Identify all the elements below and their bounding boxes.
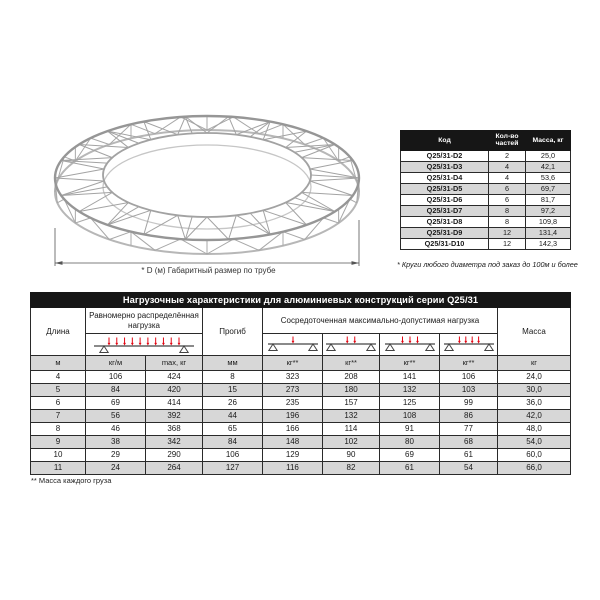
parts-count-cell: 8 (489, 205, 526, 216)
point-load-4-cell: 103 (440, 384, 498, 397)
unit-kg-mass: кг (498, 356, 571, 371)
mass-cell: 81,7 (526, 194, 571, 205)
ring-table-row (401, 238, 571, 249)
load-table-units-row (31, 356, 571, 371)
point-load-2-cell: 180 (323, 384, 380, 397)
code-cell: Q25/31-D8 (401, 216, 489, 227)
code-cell: Q25/31-D2 (401, 150, 489, 161)
mass-cell: 42,0 (498, 410, 571, 423)
uniform-kg-per-m-cell: 56 (86, 410, 146, 423)
load-table-row (31, 384, 571, 397)
point-load-3-diagram-icon (383, 335, 437, 354)
point-load-1-cell: 196 (263, 410, 323, 423)
circular-truss-illustration (28, 106, 378, 270)
parts-count-cell: 12 (489, 238, 526, 249)
mass-cell: 36,0 (498, 397, 571, 410)
column-header-deflection: Прогиб (203, 308, 263, 356)
point-load-1-diagram-icon (266, 335, 320, 354)
uniform-max-kg-cell: 424 (146, 371, 203, 384)
point-load-3-cell: 69 (380, 449, 440, 462)
column-header-parts: Кол-во частей (489, 131, 526, 151)
point-load-3-cell: 141 (380, 371, 440, 384)
mass-cell: 66,0 (498, 462, 571, 475)
ring-codes-table (400, 130, 571, 250)
mass-cell: 97,2 (526, 205, 571, 216)
mass-cell: 60,0 (498, 449, 571, 462)
point-load-2-cell: 90 (323, 449, 380, 462)
point-load-1-cell: 323 (263, 371, 323, 384)
unit-kg-1: кг** (263, 356, 323, 371)
ring-table-row (401, 216, 571, 227)
ring-table-row (401, 150, 571, 161)
point-load-4-cell: 86 (440, 410, 498, 423)
uniform-load-diagram-cell (86, 334, 203, 356)
unit-max-kg: max, кг (146, 356, 203, 371)
length-cell: 6 (31, 397, 86, 410)
mass-footnote: ** Масса каждого груза (31, 476, 112, 485)
deflection-cell: 65 (203, 423, 263, 436)
length-cell: 10 (31, 449, 86, 462)
point-load-3-cell: 91 (380, 423, 440, 436)
deflection-cell: 44 (203, 410, 263, 423)
mass-cell: 69,7 (526, 183, 571, 194)
load-table-row (31, 449, 571, 462)
point-load-4-cell: 61 (440, 449, 498, 462)
ring-table-row (401, 205, 571, 216)
length-cell: 9 (31, 436, 86, 449)
mass-cell: 142,3 (526, 238, 571, 249)
ring-table-row (401, 227, 571, 238)
uniform-max-kg-cell: 290 (146, 449, 203, 462)
column-header-uniform-load: Равномерно распределённая нагрузка (86, 308, 203, 334)
length-cell: 7 (31, 410, 86, 423)
ring-table-row (401, 183, 571, 194)
code-cell: Q25/31-D5 (401, 183, 489, 194)
load-characteristics-table (30, 292, 571, 475)
point-load-4-diagram-icon (442, 335, 496, 354)
mass-cell: 53,6 (526, 172, 571, 183)
unit-kg-per-m: кг/м (86, 356, 146, 371)
ring-table-header-row (401, 131, 571, 151)
custom-order-note: * Круги любого диаметра под заказ до 100м и более (397, 260, 578, 269)
code-cell: Q25/31-D9 (401, 227, 489, 238)
deflection-cell: 15 (203, 384, 263, 397)
mass-cell: 24,0 (498, 371, 571, 384)
parts-count-cell: 4 (489, 161, 526, 172)
parts-count-cell: 4 (489, 172, 526, 183)
uniform-kg-per-m-cell: 29 (86, 449, 146, 462)
deflection-cell: 26 (203, 397, 263, 410)
uniform-kg-per-m-cell: 84 (86, 384, 146, 397)
length-cell: 4 (31, 371, 86, 384)
mass-cell: 25,0 (526, 150, 571, 161)
uniform-kg-per-m-cell: 106 (86, 371, 146, 384)
column-header-concentrated-load: Сосредоточенная максимально-допустимая нагрузка (263, 308, 498, 334)
ring-table-row (401, 172, 571, 183)
mass-cell: 30,0 (498, 384, 571, 397)
parts-count-cell: 6 (489, 194, 526, 205)
mass-cell: 54,0 (498, 436, 571, 449)
uniform-max-kg-cell: 392 (146, 410, 203, 423)
parts-count-cell: 12 (489, 227, 526, 238)
load-table-row (31, 462, 571, 475)
uniform-max-kg-cell: 368 (146, 423, 203, 436)
point-load-2-cell: 157 (323, 397, 380, 410)
deflection-cell: 106 (203, 449, 263, 462)
uniform-max-kg-cell: 342 (146, 436, 203, 449)
mass-cell: 42,1 (526, 161, 571, 172)
load-table-row (31, 410, 571, 423)
point-load-2-cell: 82 (323, 462, 380, 475)
mass-cell: 109,8 (526, 216, 571, 227)
point-load-1-cell: 235 (263, 397, 323, 410)
uniform-kg-per-m-cell: 69 (86, 397, 146, 410)
point-load-3-cell: 108 (380, 410, 440, 423)
code-cell: Q25/31-D4 (401, 172, 489, 183)
point-load-1-cell: 166 (263, 423, 323, 436)
uniform-max-kg-cell: 414 (146, 397, 203, 410)
deflection-cell: 8 (203, 371, 263, 384)
column-header-mass: Масса, кг (526, 131, 571, 151)
load-table-title-row (31, 293, 571, 308)
point-load-3-cell: 80 (380, 436, 440, 449)
point-load-diagram-cell-1 (263, 334, 323, 356)
point-load-4-cell: 68 (440, 436, 498, 449)
point-load-3-cell: 61 (380, 462, 440, 475)
deflection-cell: 127 (203, 462, 263, 475)
uniform-max-kg-cell: 420 (146, 384, 203, 397)
parts-count-cell: 6 (489, 183, 526, 194)
point-load-diagram-cell-3 (380, 334, 440, 356)
point-load-2-cell: 114 (323, 423, 380, 436)
load-table-row (31, 397, 571, 410)
point-load-3-cell: 132 (380, 384, 440, 397)
unit-kg-4: кг** (440, 356, 498, 371)
deflection-cell: 84 (203, 436, 263, 449)
ring-table-row (401, 194, 571, 205)
point-load-diagram-cell-2 (323, 334, 380, 356)
point-load-1-cell: 116 (263, 462, 323, 475)
point-load-4-cell: 54 (440, 462, 498, 475)
length-cell: 11 (31, 462, 86, 475)
dimension-caption: * D (м) Габаритный размер по трубе (141, 266, 276, 275)
point-load-4-cell: 99 (440, 397, 498, 410)
code-cell: Q25/31-D6 (401, 194, 489, 205)
mass-cell: 131,4 (526, 227, 571, 238)
point-load-2-cell: 102 (323, 436, 380, 449)
code-cell: Q25/31-D7 (401, 205, 489, 216)
uniform-kg-per-m-cell: 46 (86, 423, 146, 436)
load-table-diagram-row (31, 334, 571, 356)
parts-count-cell: 8 (489, 216, 526, 227)
column-header-mass: Масса (498, 308, 571, 356)
code-cell: Q25/31-D3 (401, 161, 489, 172)
unit-mm: мм (203, 356, 263, 371)
point-load-4-cell: 77 (440, 423, 498, 436)
length-cell: 5 (31, 384, 86, 397)
parts-count-cell: 2 (489, 150, 526, 161)
uniform-max-kg-cell: 264 (146, 462, 203, 475)
load-table-row (31, 436, 571, 449)
point-load-4-cell: 106 (440, 371, 498, 384)
point-load-1-cell: 129 (263, 449, 323, 462)
mass-cell: 48,0 (498, 423, 571, 436)
ring-table-row (401, 161, 571, 172)
column-header-length: Длина (31, 308, 86, 356)
unit-m: м (31, 356, 86, 371)
uniform-kg-per-m-cell: 24 (86, 462, 146, 475)
point-load-1-cell: 148 (263, 436, 323, 449)
column-header-code: Код (401, 131, 489, 151)
length-cell: 8 (31, 423, 86, 436)
point-load-1-cell: 273 (263, 384, 323, 397)
point-load-3-cell: 125 (380, 397, 440, 410)
load-table-row (31, 423, 571, 436)
point-load-2-cell: 132 (323, 410, 380, 423)
uniform-load-diagram-icon (89, 335, 199, 354)
load-table-row (31, 371, 571, 384)
unit-kg-2: кг** (323, 356, 380, 371)
load-table-title: Нагрузочные характеристики для алюминиевых конструкций серии Q25/31 (31, 293, 571, 308)
code-cell: Q25/31-D10 (401, 238, 489, 249)
uniform-kg-per-m-cell: 38 (86, 436, 146, 449)
unit-kg-3: кг** (380, 356, 440, 371)
point-load-2-diagram-icon (324, 335, 378, 354)
point-load-diagram-cell-4 (440, 334, 498, 356)
point-load-2-cell: 208 (323, 371, 380, 384)
load-table-group-row (31, 308, 571, 334)
